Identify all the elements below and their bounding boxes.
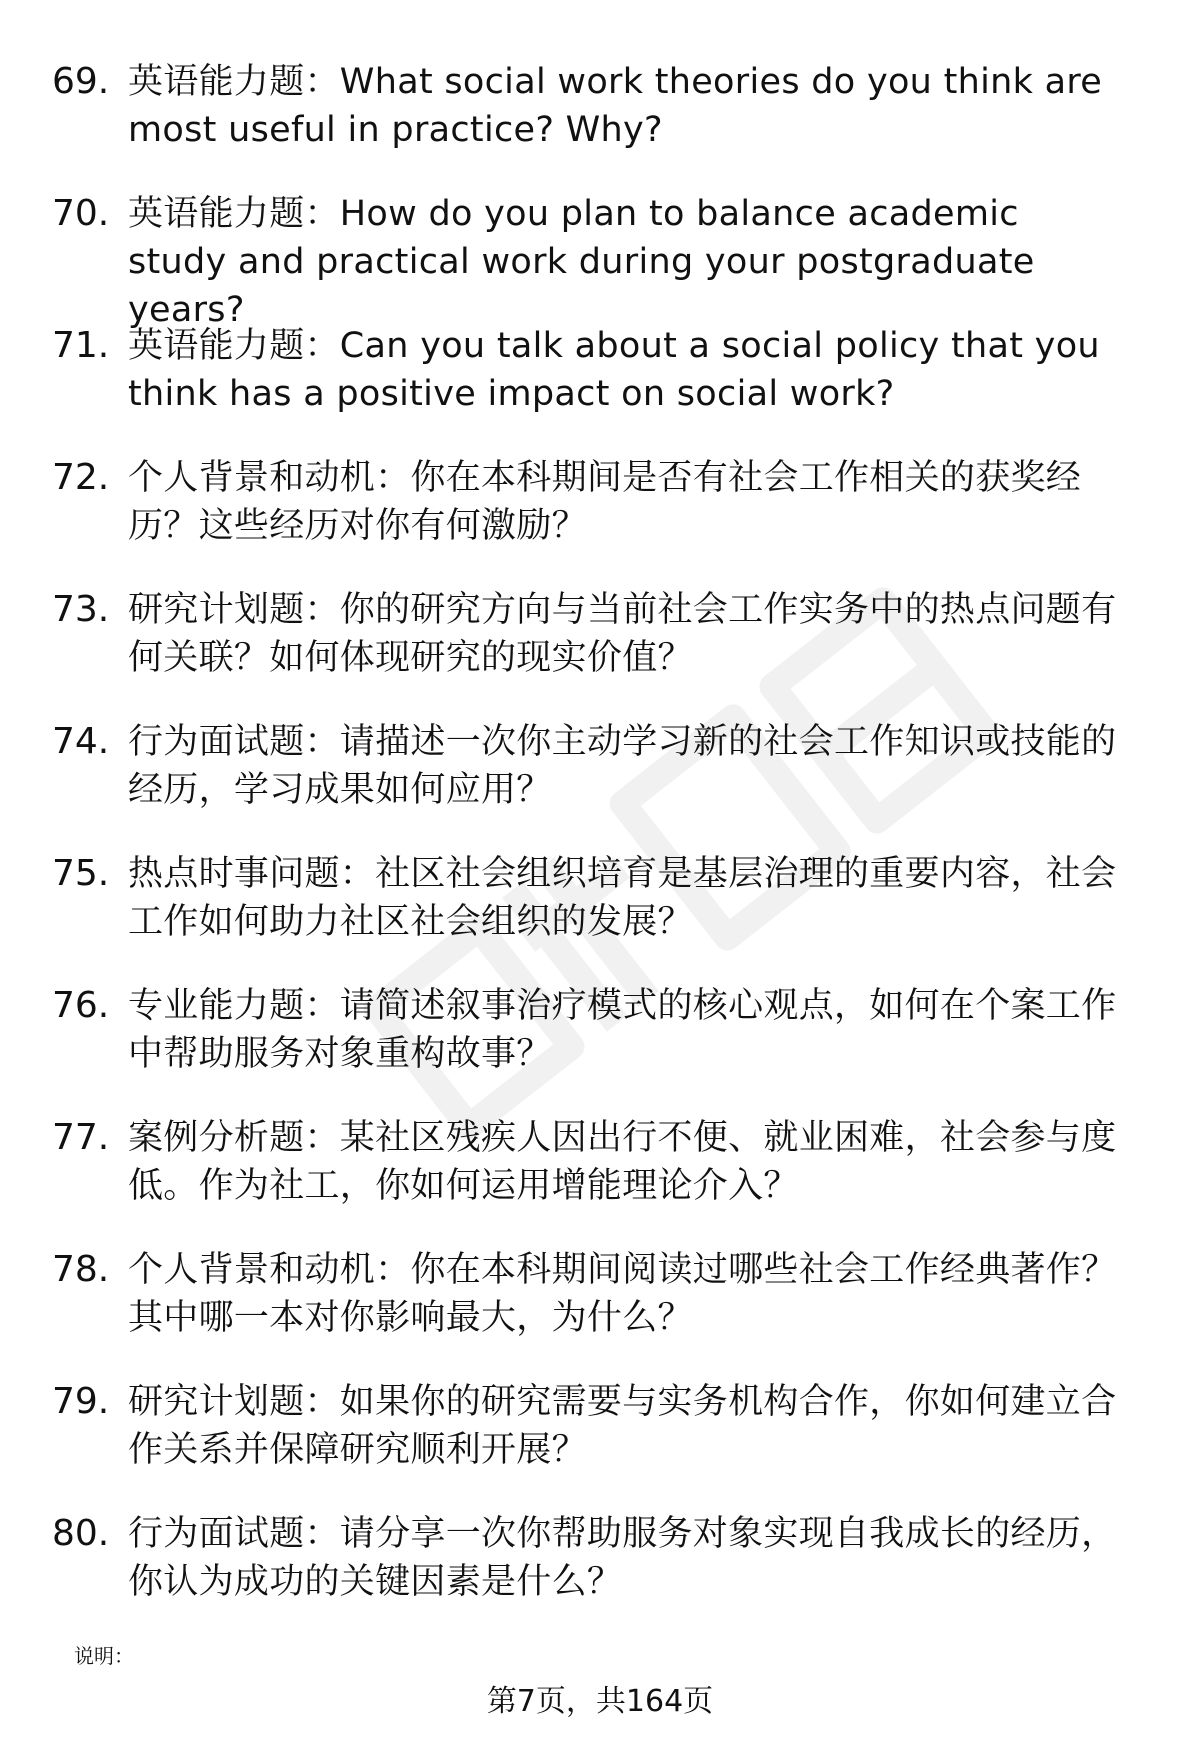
question-number: 78.	[52, 1249, 110, 1290]
question-item	[52, 850, 1152, 982]
question-item	[52, 1246, 1152, 1378]
question-number: 69.	[52, 61, 110, 102]
question-item	[52, 322, 1152, 454]
question-item	[52, 718, 1152, 850]
note-label: 说明：	[74, 1644, 134, 1668]
question-text: 英语能力题：Can you talk about a social policy that you think has a positive impact on social work?	[128, 326, 1100, 414]
question-text: 热点时事问题：社区社会组织培育是基层治理的重要内容，社会工作如何助力社区社会组织的发展？	[128, 854, 1117, 942]
question-number: 70.	[52, 193, 110, 234]
question-item	[52, 1114, 1152, 1246]
question-text: 行为面试题：请分享一次你帮助服务对象实现自我成长的经历，你认为成功的关键因素是什么？	[128, 1514, 1117, 1602]
question-number: 71.	[52, 325, 110, 366]
question-number: 80.	[52, 1513, 110, 1554]
question-text: 英语能力题：What social work theories do you think are most useful in practice? Why?	[128, 62, 1103, 150]
question-number: 77.	[52, 1117, 110, 1158]
question-text: 个人背景和动机：你在本科期间阅读过哪些社会工作经典著作？其中哪一本对你影响最大，为什么？	[128, 1250, 1117, 1338]
question-text: 研究计划题：如果你的研究需要与实务机构合作，你如何建立合作关系并保障研究顺利开展？	[128, 1382, 1117, 1470]
question-text: 研究计划题：你的研究方向与当前社会工作实务中的热点问题有何关联？如何体现研究的现实价值？	[128, 590, 1117, 678]
question-text: 个人背景和动机：你在本科期间是否有社会工作相关的获奖经历？这些经历对你有何激励？	[128, 458, 1082, 546]
page-number: 第7页，共164页	[486, 1684, 714, 1719]
question-text: 行为面试题：请描述一次你主动学习新的社会工作知识或技能的经历，学习成果如何应用？	[128, 722, 1117, 810]
question-number: 79.	[52, 1381, 110, 1422]
question-item	[52, 586, 1152, 718]
question-text: 案例分析题：某社区残疾人因出行不便、就业困难，社会参与度低。作为社工，你如何运用增能理论介入？	[128, 1118, 1117, 1206]
question-item	[52, 1510, 1152, 1642]
question-number: 73.	[52, 589, 110, 630]
question-text: 专业能力题：请简述叙事治疗模式的核心观点，如何在个案工作中帮助服务对象重构故事？	[128, 986, 1117, 1074]
question-number: 74.	[52, 721, 110, 762]
question-item	[52, 982, 1152, 1114]
question-item	[52, 190, 1152, 330]
question-text: 英语能力题：How do you plan to balance academic study and practical work during your postgraduate years?	[128, 194, 1035, 330]
question-number: 76.	[52, 985, 110, 1026]
question-item	[52, 454, 1152, 586]
question-number: 75.	[52, 853, 110, 894]
question-list	[52, 58, 1152, 1642]
question-item	[52, 58, 1152, 190]
question-item	[52, 1378, 1152, 1510]
question-number: 72.	[52, 457, 110, 498]
